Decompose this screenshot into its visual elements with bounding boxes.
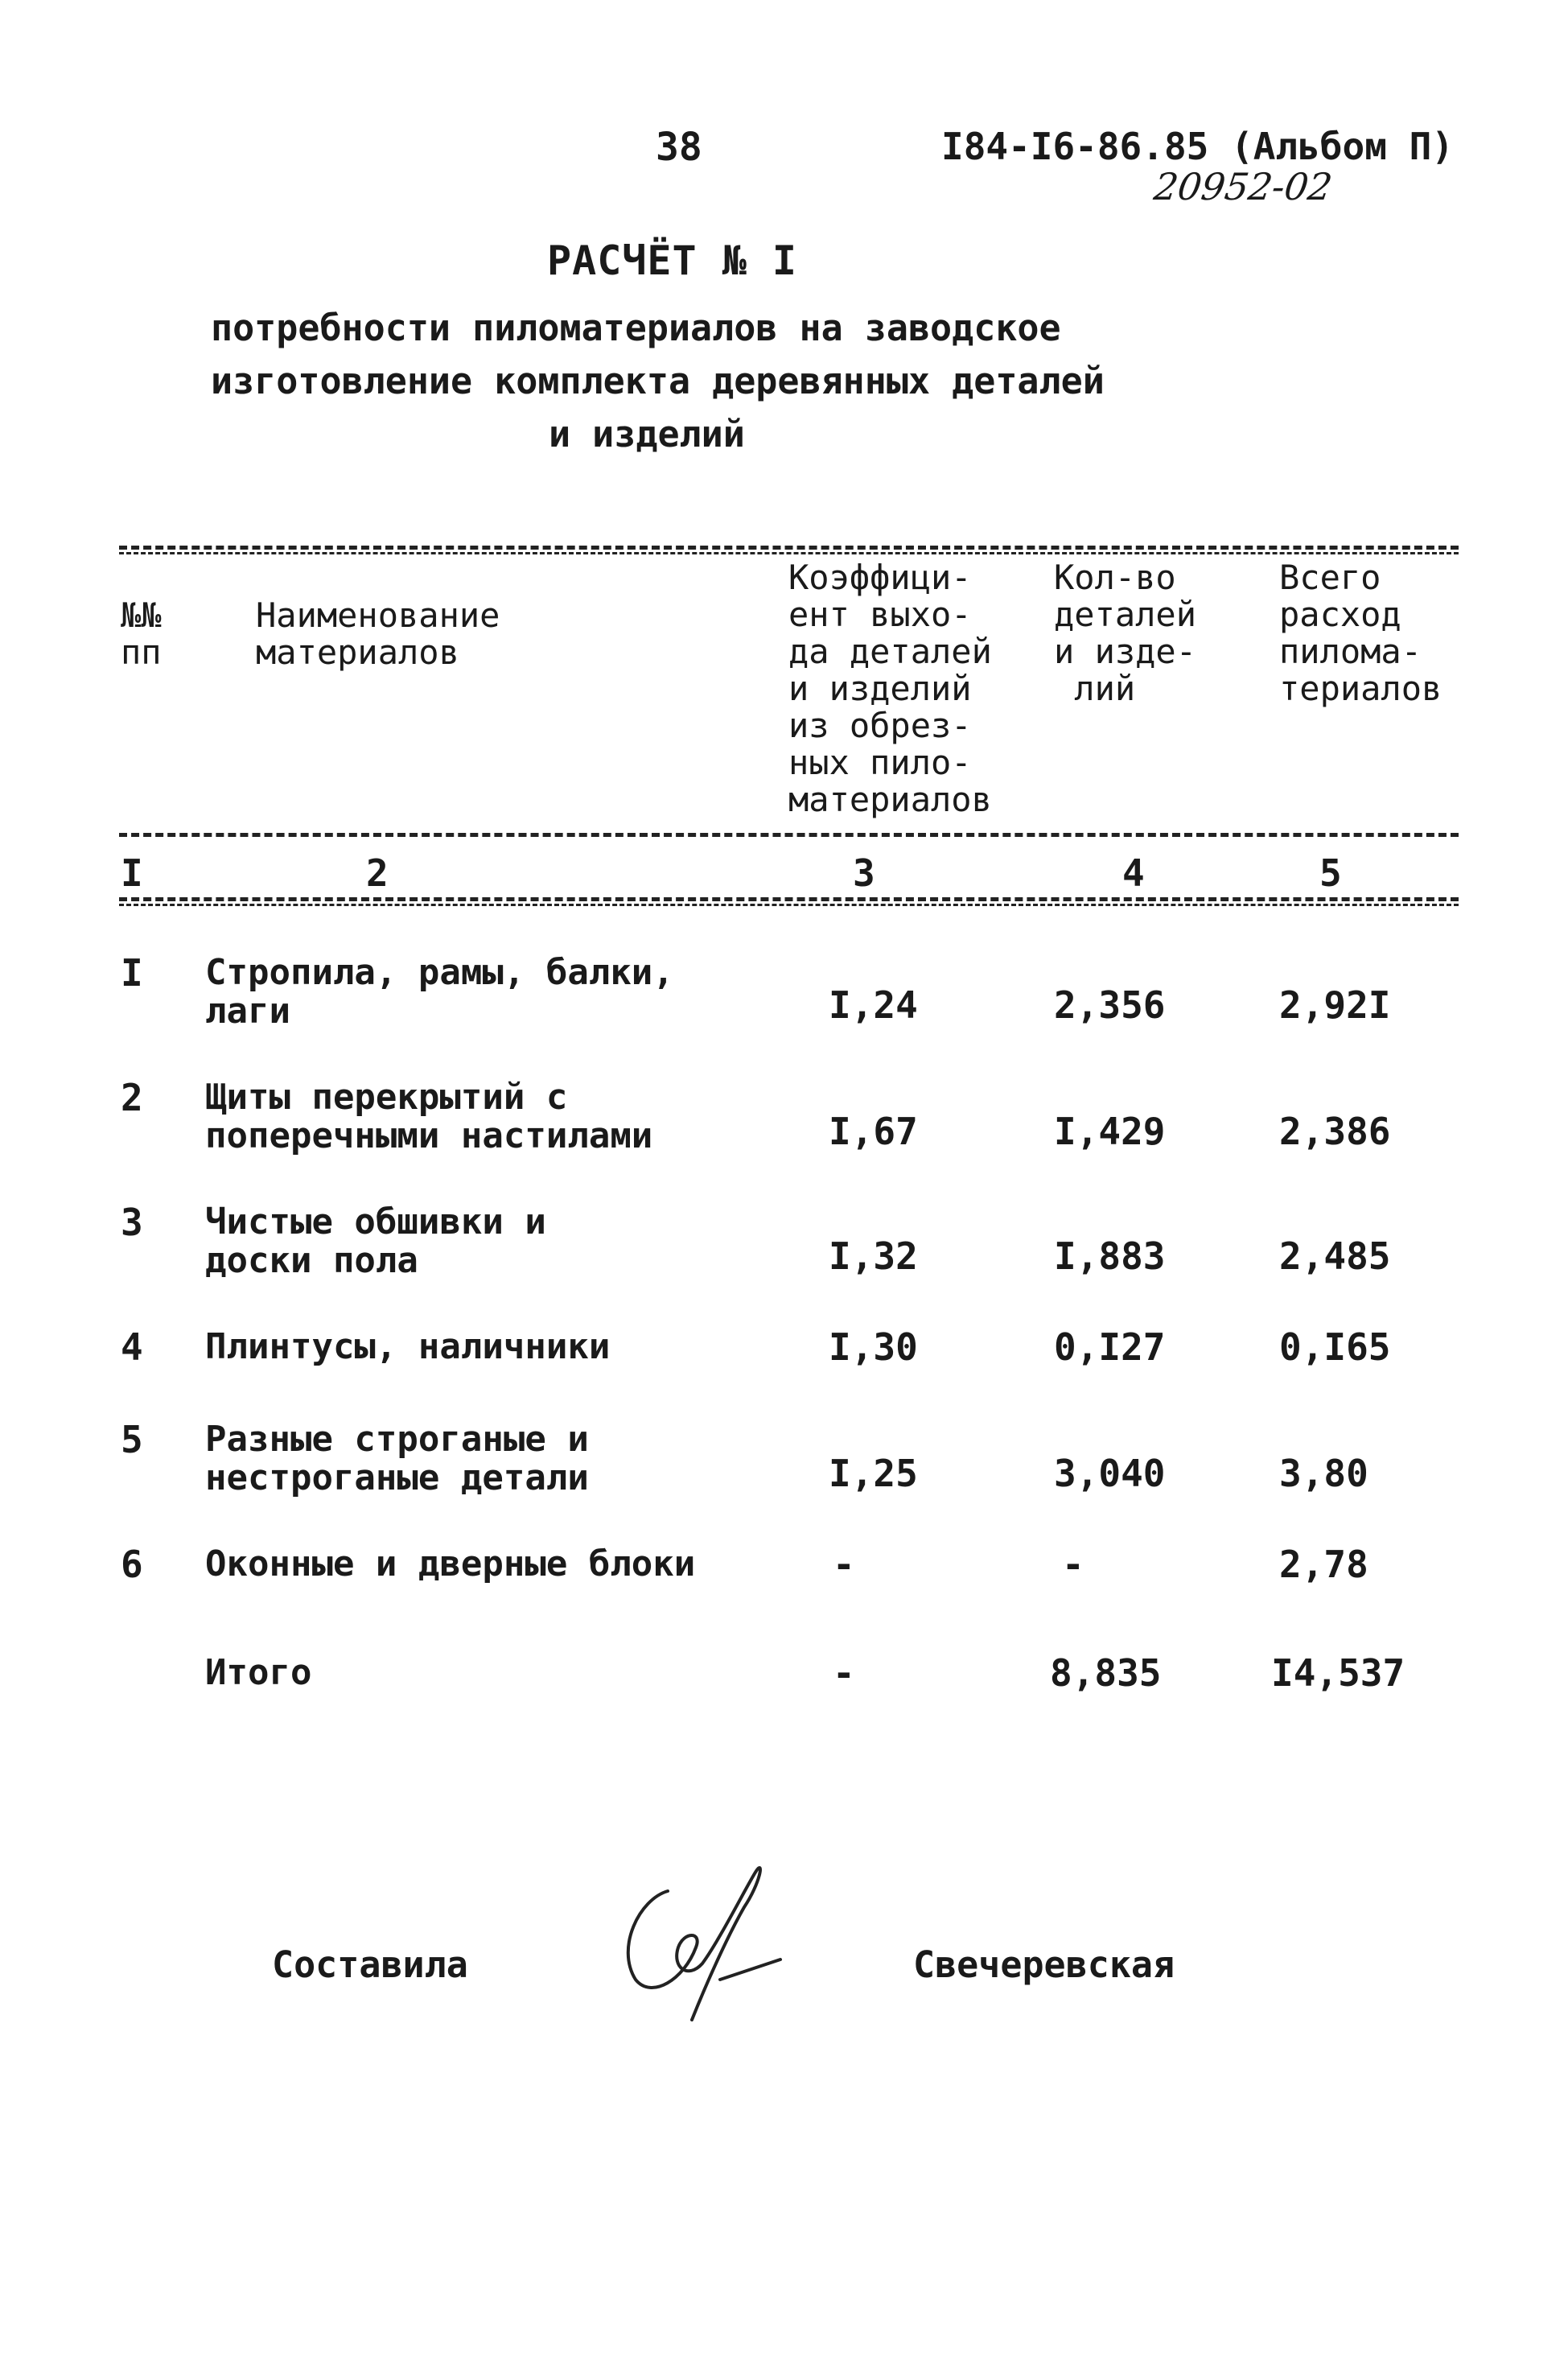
subtitle-line: изготовление комплекта деревянных деталей (211, 360, 1105, 402)
table-row (0, 1545, 1568, 1634)
subtitle-line: и изделий (549, 413, 745, 455)
column-number-3: 3 (853, 851, 875, 895)
row-total: 2,386 (1279, 1110, 1391, 1153)
column-number-4: 4 (1122, 851, 1145, 895)
header-coefficient: Коэффици- ент выхо- да деталей и изделий из обрез- ных пило- материалов (788, 558, 992, 819)
total-value: I4,537 (1271, 1651, 1405, 1695)
total-coefficient: - (833, 1651, 855, 1695)
row-number: 3 (121, 1201, 143, 1244)
header-name: Наименование материалов (256, 595, 500, 672)
subtitle-line: потребности пиломатериалов на заводское (211, 307, 1061, 349)
row-coefficient: I,24 (829, 983, 918, 1027)
row-total: 2,92I (1279, 983, 1391, 1027)
handwritten-signature (607, 1859, 817, 2028)
row-name: Чистые обшивки и доски пола (205, 1201, 546, 1281)
signatory-name: Свечеревская (913, 1943, 1175, 1986)
column-number-1: I (121, 851, 143, 895)
total-label: Итого (205, 1652, 312, 1693)
table-row (0, 1203, 1568, 1292)
document-subtitle (211, 302, 1105, 514)
row-name: Щиты перекрытий с поперечными настилами (205, 1077, 653, 1156)
table-top-rule-2 (119, 552, 1459, 554)
signature-label: Составила (272, 1943, 468, 1986)
row-quantity: 3,040 (1054, 1452, 1166, 1495)
header-bottom-rule (119, 833, 1459, 837)
document-code: I84-I6-86.85 (Альбом П) (941, 125, 1454, 168)
table-row (0, 951, 1568, 1042)
column-number-rule-2 (119, 904, 1459, 906)
header-total: Всего расход пилома- териалов (1279, 558, 1442, 708)
page-number: 38 (656, 125, 702, 170)
row-coefficient: I,25 (829, 1452, 918, 1495)
row-quantity: - (1062, 1543, 1084, 1586)
table-row (0, 1325, 1568, 1416)
header-number: №№ пп (121, 595, 162, 672)
row-total: 2,78 (1279, 1543, 1368, 1586)
row-number: 5 (121, 1418, 143, 1461)
handwritten-number: 20952-02 (1151, 165, 1335, 208)
row-number: 4 (121, 1325, 143, 1369)
row-name: Стропила, рамы, балки, лаги (205, 952, 674, 1032)
table-top-rule (119, 546, 1459, 550)
row-name: Разные строганые и нестроганые детали (205, 1419, 589, 1498)
row-coefficient: - (833, 1543, 855, 1586)
row-quantity: I,429 (1054, 1110, 1166, 1153)
table-total-row (0, 1651, 1568, 1742)
row-coefficient: I,30 (829, 1325, 918, 1369)
row-name: Оконные и дверные блоки (205, 1543, 696, 1584)
column-number-rule (119, 897, 1459, 901)
row-name: Плинтусы, наличники (205, 1326, 611, 1367)
document-title: РАСЧЁТ № I (547, 237, 798, 284)
row-number: I (121, 951, 143, 995)
total-quantity: 8,835 (1050, 1651, 1162, 1695)
table-row (0, 1420, 1568, 1509)
row-total: 0,I65 (1279, 1325, 1391, 1369)
row-total: 3,80 (1279, 1452, 1368, 1495)
row-quantity: I,883 (1054, 1234, 1166, 1278)
column-number-2: 2 (366, 851, 389, 895)
column-number-5: 5 (1319, 851, 1342, 895)
row-number: 2 (121, 1076, 143, 1119)
header-quantity: Кол-во деталей и изде- лий (1054, 558, 1197, 708)
row-quantity: 2,356 (1054, 983, 1166, 1027)
row-number: 6 (121, 1543, 143, 1586)
row-coefficient: I,32 (829, 1234, 918, 1278)
row-coefficient: I,67 (829, 1110, 918, 1153)
row-quantity: 0,I27 (1054, 1325, 1166, 1369)
table-row (0, 1078, 1568, 1167)
row-total: 2,485 (1279, 1234, 1391, 1278)
